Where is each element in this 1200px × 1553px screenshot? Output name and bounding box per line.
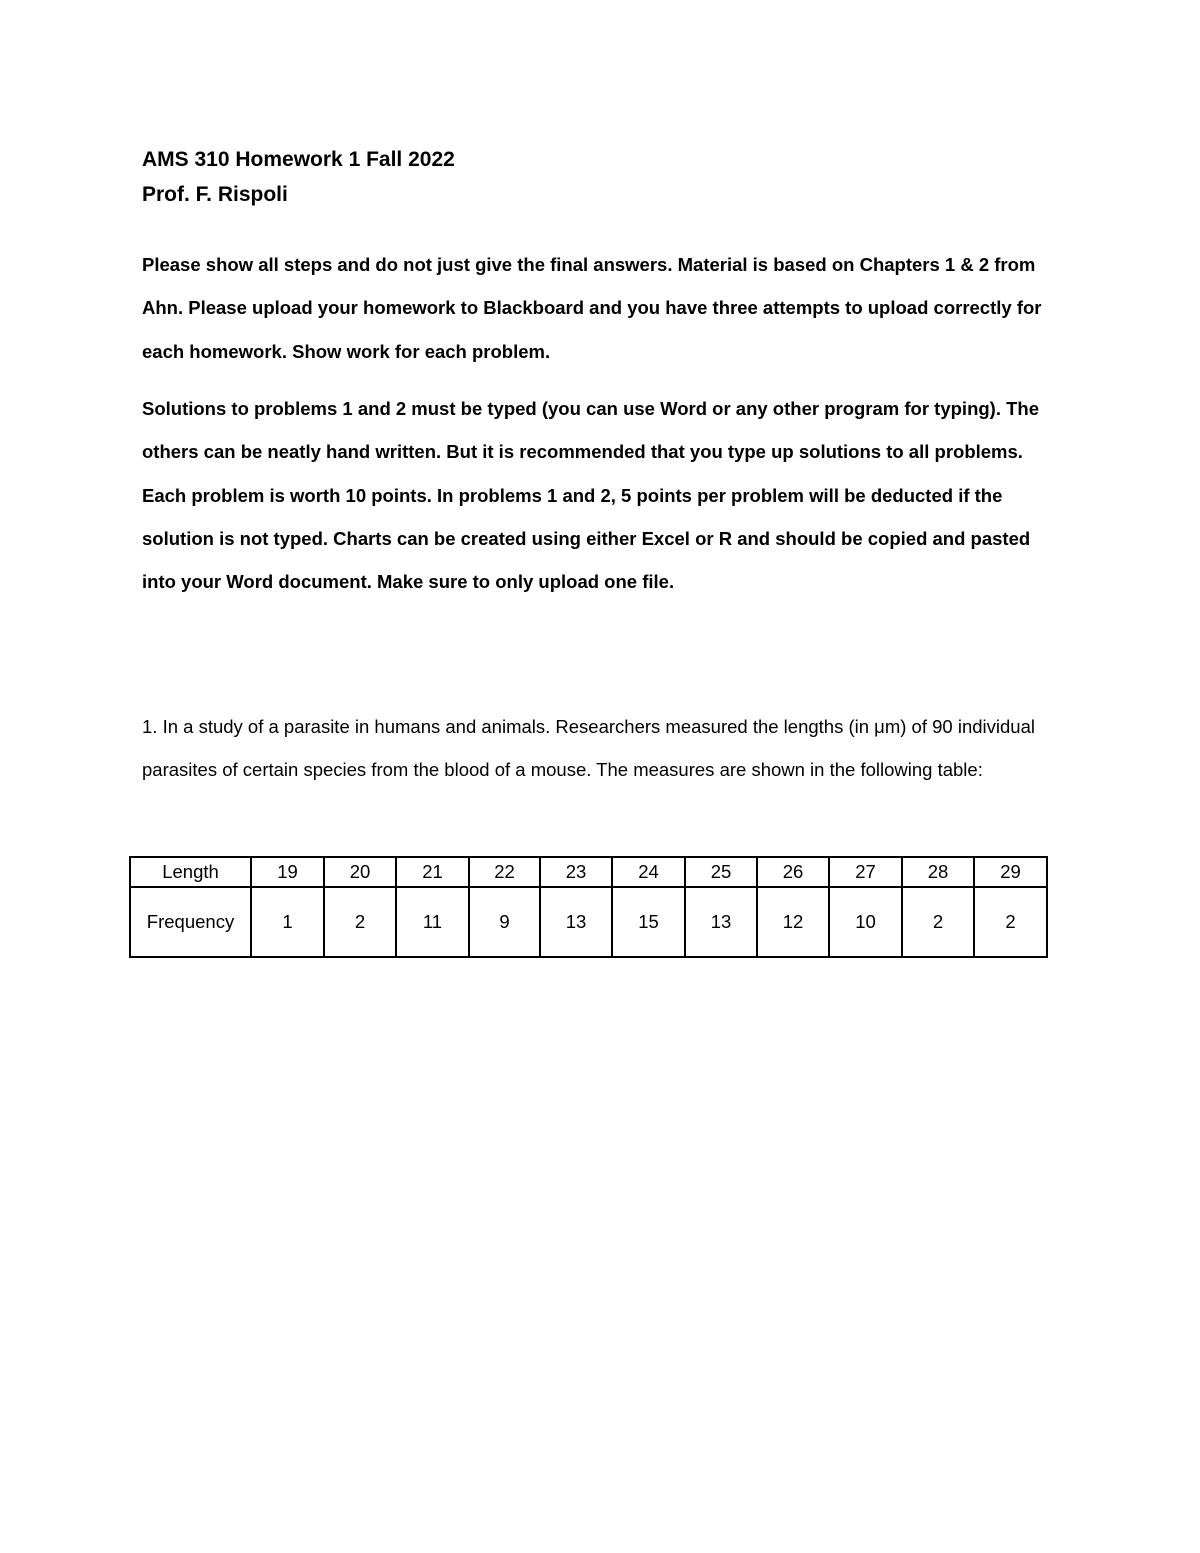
document-author: Prof. F. Rispoli xyxy=(142,183,288,206)
table-cell-frequency: 2 xyxy=(902,887,974,957)
instructions-paragraph-2: Solutions to problems 1 and 2 must be typed (you can use Word or any other program for typing). The others can be neatly hand written. But it is recommended that you type up solutions to all problems. Each problem is worth 10 points. In problems 1 and 2, 5 points per problem will be deducted if the solution is not typed. Charts can be created using either Excel or R and should be copied and pasted into your Word document. Make sure to only upload one file. xyxy=(142,398,1039,593)
table-cell-length: 20 xyxy=(324,857,396,887)
table-cell-length: 29 xyxy=(974,857,1047,887)
table-row-header-frequency-cell xyxy=(130,887,251,957)
frequency-table xyxy=(129,856,1048,958)
problem-1-text: 1. In a study of a parasite in humans and animals. Researchers measured the lengths (in μm) of 90 individual parasites of certain species from the blood of a mouse. The measures are shown in the following table: xyxy=(142,716,1035,781)
table-cell-length: 24 xyxy=(612,857,685,887)
table-cell-length: 21 xyxy=(396,857,469,887)
table-cell-length: 19 xyxy=(251,857,324,887)
document-title: AMS 310 Homework 1 Fall 2022 xyxy=(142,148,455,171)
table-cell-frequency: 12 xyxy=(757,887,829,957)
table-cell-frequency: 10 xyxy=(829,887,902,957)
table-row-header-length: Length xyxy=(130,857,251,887)
table-cell-length: 28 xyxy=(902,857,974,887)
table-cell-frequency: 9 xyxy=(469,887,540,957)
table-cell-frequency: 1 xyxy=(251,887,324,957)
table-cell-length: 23 xyxy=(540,857,612,887)
instructions-paragraph-1: Please show all steps and do not just give the final answers. Material is based on Chapters 1 & 2 from Ahn. Please upload your homework to Blackboard and you have three attempts to upload correctly for each homework. Show work for each problem. xyxy=(142,254,1042,362)
table-cell-frequency: 2 xyxy=(324,887,396,957)
table-row-frequency xyxy=(130,887,1047,957)
table-cell-frequency: 2 xyxy=(974,887,1047,957)
table-cell-length: 25 xyxy=(685,857,757,887)
table-row-header-frequency: Frequency xyxy=(146,911,235,932)
table-row-length xyxy=(130,857,1047,887)
table-cell-frequency: 13 xyxy=(540,887,612,957)
table-cell-frequency: 11 xyxy=(396,887,469,957)
table-cell-frequency: 13 xyxy=(685,887,757,957)
table-cell-length: 26 xyxy=(757,857,829,887)
table-cell-length: 27 xyxy=(829,857,902,887)
table-cell-length: 22 xyxy=(469,857,540,887)
table-cell-frequency: 15 xyxy=(612,887,685,957)
